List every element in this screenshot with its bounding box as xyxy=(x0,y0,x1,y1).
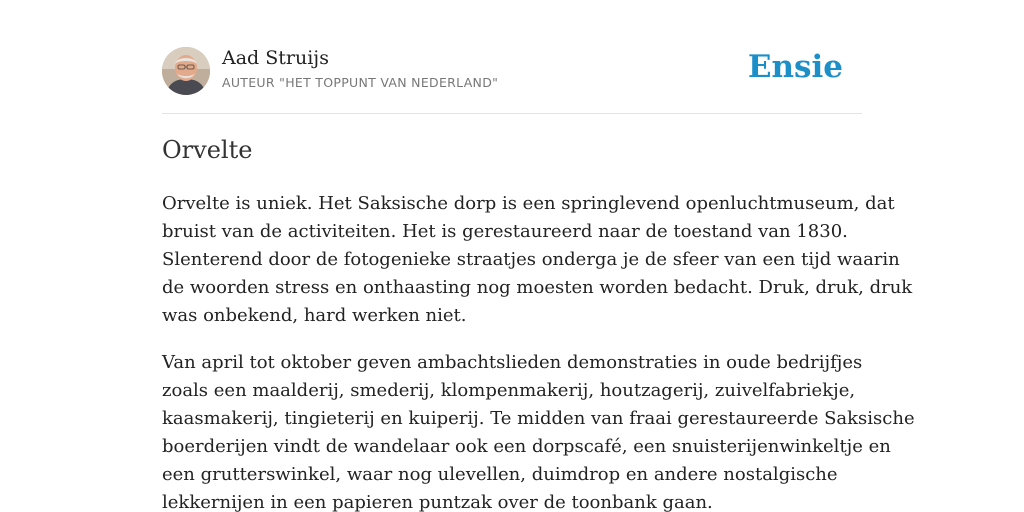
header-divider xyxy=(162,113,862,114)
paragraph-2 xyxy=(162,349,915,512)
avatar[interactable] xyxy=(162,47,210,95)
author-photo xyxy=(162,47,210,95)
article-title: Orvelte xyxy=(162,136,253,164)
paragraph-line: de woorden stress en onthaasting nog moesten worden bedacht. Druk, druk, druk xyxy=(162,277,913,298)
paragraph-line: Orvelte is uniek. Het Saksische dorp is een springlevend openluchtmuseum, dat xyxy=(162,193,895,214)
paragraph-line: bruist van de activiteiten. Het is gerestaureerd naar de toestand van 1830. xyxy=(162,221,848,242)
paragraph-line: een grutterswinkel, waar nog ulevellen, duimdrop en andere nostalgische xyxy=(162,464,838,485)
paragraph-line: Van april tot oktober geven ambachtslieden demonstraties in oude bedrijfjes xyxy=(162,352,863,373)
paragraph-line: kaasmakerij, tingieterij en kuiperij. Te midden van fraai gerestaureerde Saksische xyxy=(162,408,915,429)
paragraph-line: zoals een maalderij, smederij, klompenmakerij, houtzagerij, zuivelfabriekje, xyxy=(162,380,856,401)
author-name[interactable]: Aad Struijs xyxy=(222,47,329,69)
paragraph-1 xyxy=(162,190,913,330)
paragraph-line: was onbekend, hard werken niet. xyxy=(162,305,467,326)
paragraph-line: boerderijen vindt de wandelaar ook een dorpscafé, een snuisterijenwinkeltje en xyxy=(162,436,891,457)
author-role: AUTEUR "HET TOPPUNT VAN NEDERLAND" xyxy=(222,75,499,90)
paragraph-line: Slenterend door de fotogenieke straatjes onderga je de sfeer van een tijd waarin xyxy=(162,249,900,270)
article-body xyxy=(162,190,915,512)
author-header xyxy=(162,46,862,96)
ensie-logo[interactable]: Ensie xyxy=(747,49,843,85)
paragraph-line: lekkernijen in een papieren puntzak over de toonbank gaan. xyxy=(162,492,713,512)
